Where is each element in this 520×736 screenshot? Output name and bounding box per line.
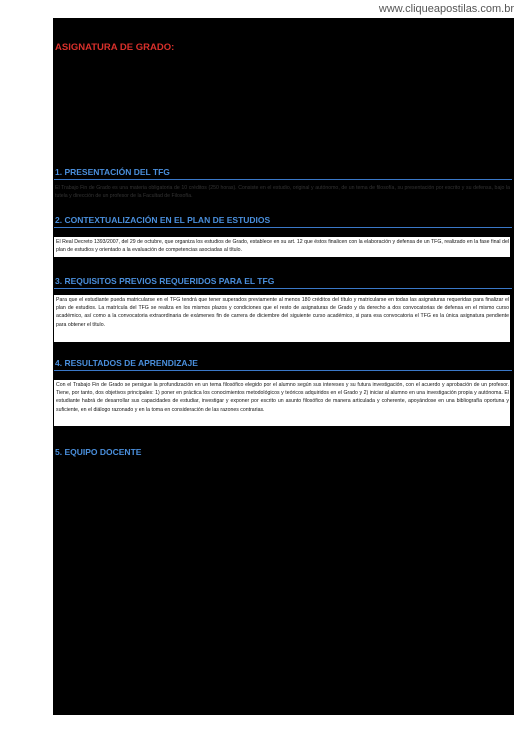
section-divider bbox=[54, 370, 512, 371]
section-heading-resultados: 4. RESULTADOS DE APRENDIZAJE bbox=[55, 358, 198, 368]
section-heading-requisitos: 3. REQUISITOS PREVIOS REQUERIDOS PARA EL TFG bbox=[55, 276, 275, 286]
section-text-requisitos: Para que el estudiante pueda matricularse en el TFG tendrá que tener superados previamente al menos 180 créditos del título y matricularse en todas las asignaturas requeridas para finalizar el plan de estudios. La matrícula del TFG se realiza en los mismos plazos y condiciones que el resto de asignaturas de Grado y da derecho a dos convocatorias de defensa en el mismo curso académico, así como a la convocatoria extraordinaria de exámenes fin de carrera de diciembre del siguiente curso académico, si para esa convocatoria el TFG es la única asignatura pendiente para obtener el título. bbox=[54, 295, 510, 342]
page-title: ASIGNATURA DE GRADO: bbox=[55, 42, 175, 53]
section-heading-contextualizacion: 2. CONTEXTUALIZACIÓN EN EL PLAN DE ESTUDIOS bbox=[55, 215, 271, 225]
section-divider bbox=[54, 227, 512, 228]
document-page bbox=[53, 18, 514, 715]
watermark: www.cliqueapostilas.com.br bbox=[378, 3, 514, 15]
section-heading-equipo: 5. EQUIPO DOCENTE bbox=[55, 447, 142, 457]
section-text-contextualizacion: El Real Decreto 1393/2007, del 29 de octubre, que organiza los estudios de Grado, establece en su art. 12 que éstos finalicen con la elaboración y defensa de un TFG, realizado en la fase final del plan de estudios y orientado a la evaluación de competencias asociadas al título. bbox=[54, 237, 510, 257]
section-text-presentacion: El Trabajo Fin de Grado es una materia obligatoria de 10 créditos (250 horas). Consiste en el estudio, original y autónomo, de un tema de filosofía, su presentación por escrito y su defensa, bajo la tutela y dirección de un profesor de la Facultad de Filosofía. bbox=[55, 185, 510, 199]
section-divider bbox=[54, 288, 512, 289]
section-divider bbox=[54, 179, 512, 180]
section-heading-presentacion: 1. PRESENTACIÓN DEL TFG bbox=[55, 167, 170, 177]
section-text-resultados: Con el Trabajo Fin de Grado se persigue la profundización en un tema filosófico elegido por el alumno según sus intereses y su futura investigación, con el acuerdo y aprobación de un profesor. Tiene, por tanto, dos objetivos principales: 1) poner en práctica los conocimientos metodológicos y teóricos adquiridos en el Grado y 2) iniciar al alumno en una investigación propia y autónoma. El estudiante habrá de desarrollar sus capacidades de estudiar, investigar y exponer por escrito un asunto filosófico de manera articulada y coherente, apoyándose en una bibliografía oportuna y suficiente, en el diálogo razonado y en la toma en consideración de las razones contrarias. bbox=[54, 380, 510, 426]
